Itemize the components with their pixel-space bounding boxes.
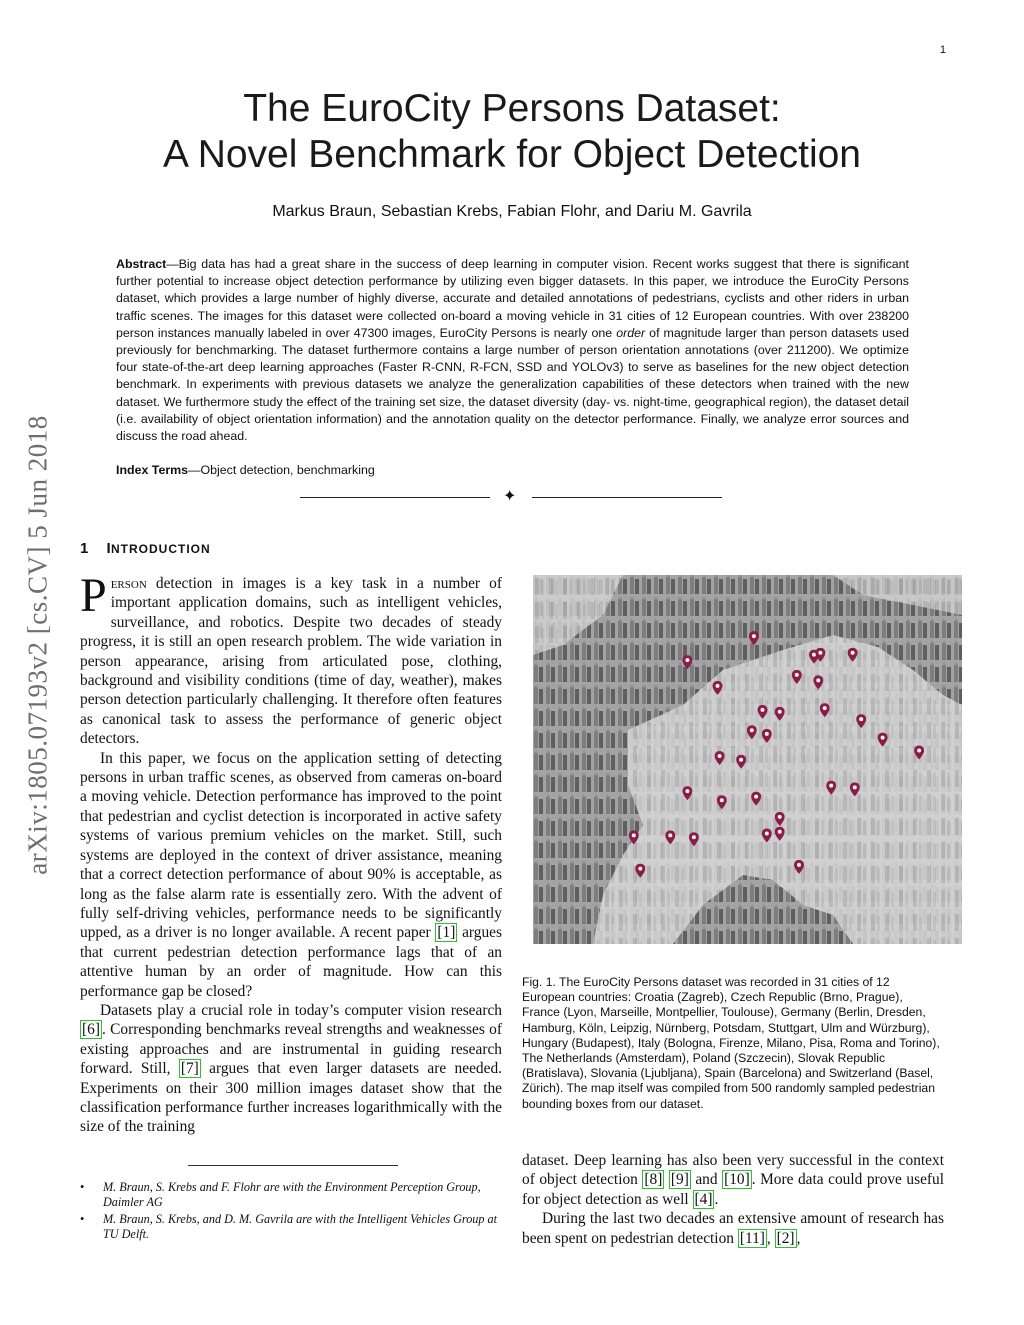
citation-link[interactable]: [8] xyxy=(644,1171,663,1189)
paragraph-3-text-b: . Corresponding benchmarks reveal strengths and weaknesses of existing approaches and are instrumental in guiding research forward. Still, xyxy=(80,1021,502,1078)
citation-link[interactable]: [7] xyxy=(180,1060,199,1078)
title-line-2: A Novel Benchmark for Object Detection xyxy=(163,133,861,176)
paragraph-2-text-b: argues that current pedestrian detection performance lags that of an attentive human by an order of magnitude. How can this performance gap be closed? xyxy=(80,924,502,1000)
citation-separator: and xyxy=(690,1171,723,1189)
citation-link[interactable]: [11] xyxy=(739,1229,765,1247)
citation-link[interactable]: [9] xyxy=(670,1171,689,1189)
paragraph-next-end: , xyxy=(796,1229,801,1247)
abstract-emphasis: order xyxy=(616,325,646,340)
section-title-initial: I xyxy=(106,540,111,557)
abstract-label: Abstract xyxy=(116,257,167,271)
divider-line-right xyxy=(532,497,722,498)
footnote-text: M. Braun, S. Krebs and F. Flohr are with the Environment Perception Group, Daimler AG xyxy=(103,1180,481,1210)
section-number: 1 xyxy=(80,540,89,557)
footnote-text: M. Braun, S. Krebs, and D. M. Gavrila are with the Intelligent Vehicles Group at TU Delft. xyxy=(103,1211,498,1242)
figure-europe-map xyxy=(533,575,962,944)
index-terms xyxy=(116,463,375,477)
section-heading xyxy=(80,540,211,557)
paragraph-next xyxy=(522,1209,944,1248)
paragraph-3-text-a: Datasets play a crucial role in today’s computer vision research xyxy=(100,1001,502,1019)
left-column xyxy=(80,569,502,1137)
abstract-text-1: —Big data has had a great share in the success of deep learning in computer vision. Recent works suggest that there is significant further potential to increase object detection performance by utilizing even bigger datasets. In this paper, we introduce the EuroCity Persons dataset, which provides a large number of highly diverse, accurate and detailed annotations of pedestrians, cyclists and other riders in urban traffic scenes. The images for this dataset were collected on-board a moving vehicle in 31 cities of 12 European countries. With over 238200 person instances manually labeled in over 47300 images, EuroCity Persons is nearly one xyxy=(116,257,909,340)
footnote-bullet: • xyxy=(80,1180,85,1194)
footnote-item xyxy=(80,1212,502,1243)
footnote-item xyxy=(80,1180,502,1211)
citation-separator: , xyxy=(766,1229,775,1247)
footnote-bullet: • xyxy=(80,1211,85,1226)
citation-link[interactable]: [10] xyxy=(724,1171,750,1189)
title-line-1: The EuroCity Persons Dataset: xyxy=(243,87,781,130)
paragraph-3 xyxy=(80,1001,502,1137)
arxiv-stamp[interactable] xyxy=(8,360,68,930)
authors: Markus Braun, Sebastian Krebs, Fabian Flohr, and Dariu M. Gavrila xyxy=(272,203,752,220)
divider-ornament-icon: ✦ xyxy=(503,488,517,505)
section-title-rest: NTRODUCTION xyxy=(111,542,211,556)
paragraph-continued xyxy=(522,1151,944,1209)
footnotes xyxy=(80,1180,502,1244)
paragraph-1 xyxy=(80,569,502,749)
paragraph-continued-text-b: . More data could prove useful for object detection as well xyxy=(522,1171,944,1208)
paragraph-2-text-a: In this paper, we focus on the application setting of detecting persons in urban traffic scenes, as observed from cameras on-board a moving vehicle. Detection performance has improved to the point that pedestrian and cyclist detection is incorporated in active safety systems of various premium vehicles on the market. Still, such systems are deployed in the context of driver assistance, meaning that a correct detection performance of about 90% is acceptable, as long as the false alarm rate is essentially zero. With the advent of fully self-driving vehicles, performance needs to be significantly upped, as a driver is no longer available. A recent paper xyxy=(80,749,502,942)
paragraph-3-text-c: argues that even larger datasets are needed. Experiments on their 300 million images dataset show that the classification performance further increases logarithmically with the size of the training xyxy=(80,1060,502,1136)
citation-link[interactable]: [4] xyxy=(694,1190,713,1208)
index-terms-text: —Object detection, benchmarking xyxy=(188,463,375,477)
paragraph-continued-text-a: dataset. Deep learning has also been very successful in the context of object detection xyxy=(522,1152,944,1189)
footnote-rule xyxy=(188,1165,398,1166)
citation-link[interactable]: [2] xyxy=(776,1229,795,1247)
paper-title xyxy=(0,86,1024,178)
paragraph-1-smallcaps: erson xyxy=(110,575,147,592)
paragraph-1-text: detection in images is a key task in a number of important application domains, such as intelligent vehicles, surveillance, and robotics. Despite two decades of steady progress, it is still an open research problem. The wide variation in person appearance, arising from articulated pose, clothing, background and visibility conditions (time of day, weather), makes person detection particularly challenging. It therefore often features as canonical task to assess the performance of generic object detectors. xyxy=(80,575,502,748)
citation-link[interactable]: [1] xyxy=(437,924,456,942)
arxiv-stamp-text: arXiv:1805.07193v2 [cs.CV] 5 Jun 2018 xyxy=(22,415,53,875)
abstract-text-2: of magnitude larger than person datasets used previously for benchmarking. The dataset furthermore contains a large number of person orientation annotations (over 211200). We optimize four state-of-the-art deep learning approaches (Faster R-CNN, R-FCN, SSD and YOLOv3) to serve as baselines for the new object detection benchmark. In experiments with previous datasets we analyze the generalization capabilities of these detectors when trained with the new dataset. We furthermore study the effect of the training set size, the dataset diversity (day- vs. night-time, geographical region), the dataset detail (i.e. availability of object orientation information) and the annotation quality on the detector performance. Finally, we analyze error sources and discuss the road ahead. xyxy=(116,325,909,444)
paragraph-continued-text-c: . xyxy=(714,1190,719,1208)
paragraph-next-text: During the last two decades an extensive amount of research has been spent on pedestrian detection xyxy=(522,1210,944,1247)
right-column xyxy=(522,1151,944,1248)
index-terms-label: Index Terms xyxy=(116,463,189,477)
figure-caption: Fig. 1. The EuroCity Persons dataset was recorded in 31 cities of 12 European countries: Croatia (Zagreb), Czech Republic (Brno, Prague), France (Lyon, Marseille, Montpellier, Toulouse), Germany (Berlin, Dresden, Hamburg, Köln, Leipzig, Nürnberg, Potsdam, Stuttgart, Ulm and Würzburg), Hungary (Budapest), Italy (Bologna, Firenze, Milano, Pisa, Roma and Torino), The Netherlands (Amsterdam), Poland (Szczecin), Slovak Republic (Bratislava), Slovania (Ljubljana), Spain (Barcelona) and Switzerland (Basel, Zürich). The map itself was compiled from 500 randomly sampled pedestrian bounding boxes from our dataset. xyxy=(522,975,940,1111)
paragraph-2 xyxy=(80,749,502,1001)
drop-cap: P xyxy=(80,569,107,622)
divider-line-left xyxy=(300,497,490,498)
page-number: 1 xyxy=(939,44,946,56)
abstract xyxy=(116,256,909,445)
section-divider xyxy=(300,487,724,507)
citation-link[interactable]: [6] xyxy=(82,1021,100,1039)
